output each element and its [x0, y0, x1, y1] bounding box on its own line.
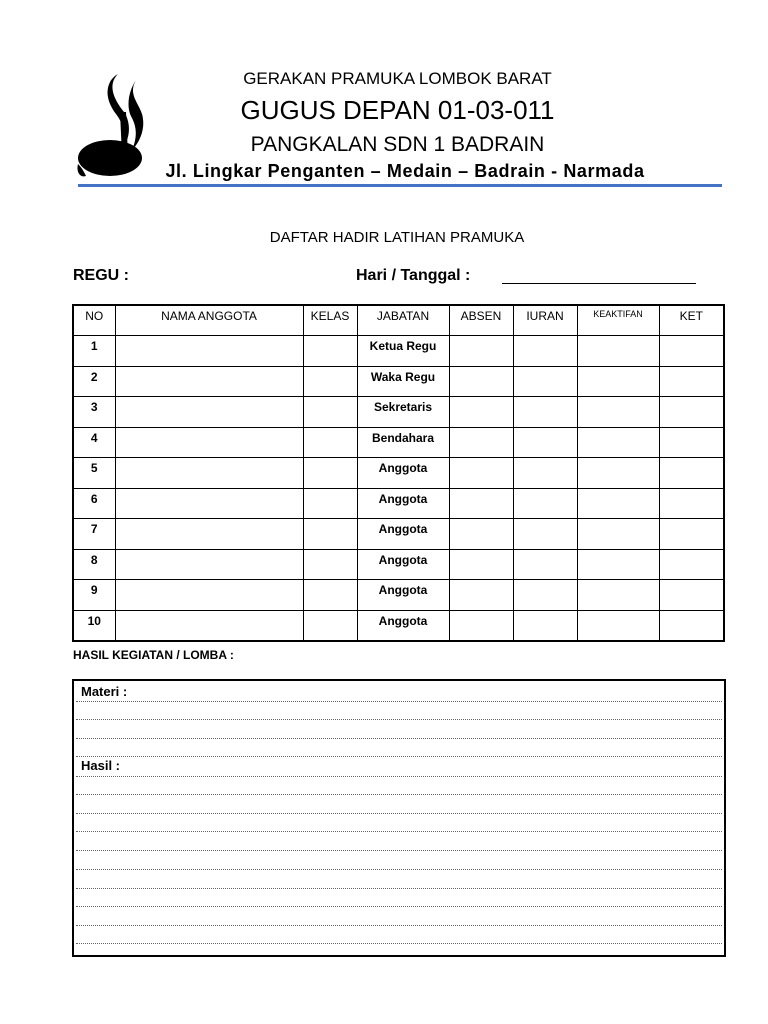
keaktifan-cell[interactable] — [577, 580, 659, 611]
table-row — [73, 519, 724, 550]
jabatan-cell: Anggota — [357, 549, 449, 580]
jabatan-cell: Anggota — [357, 458, 449, 489]
nama-cell[interactable] — [115, 580, 303, 611]
col-header-kelas: KELAS — [303, 305, 357, 336]
kelas-cell[interactable] — [303, 397, 357, 428]
col-header-keaktifan: KEAKTIFAN — [577, 305, 659, 336]
writing-line[interactable] — [76, 738, 722, 739]
row-number: 4 — [73, 427, 115, 458]
table-row — [73, 488, 724, 519]
jabatan-cell: Waka Regu — [357, 366, 449, 397]
kelas-cell[interactable] — [303, 580, 357, 611]
ket-cell[interactable] — [659, 519, 724, 550]
table-row — [73, 336, 724, 367]
ket-cell[interactable] — [659, 427, 724, 458]
nama-cell[interactable] — [115, 549, 303, 580]
col-header-nama: NAMA ANGGOTA — [115, 305, 303, 336]
jabatan-cell: Anggota — [357, 580, 449, 611]
keaktifan-cell[interactable] — [577, 610, 659, 641]
kelas-cell[interactable] — [303, 458, 357, 489]
keaktifan-cell[interactable] — [577, 488, 659, 519]
writing-line[interactable] — [76, 906, 722, 907]
date-blank-line[interactable] — [502, 283, 696, 284]
row-number: 3 — [73, 397, 115, 428]
jabatan-cell: Anggota — [357, 488, 449, 519]
nama-cell[interactable] — [115, 488, 303, 519]
form-title: DAFTAR HADIR LATIHAN PRAMUKA — [269, 229, 525, 246]
iuran-cell[interactable] — [513, 549, 577, 580]
jabatan-cell: Sekretaris — [357, 397, 449, 428]
keaktifan-cell[interactable] — [577, 519, 659, 550]
nama-cell[interactable] — [115, 519, 303, 550]
kelas-cell[interactable] — [303, 549, 357, 580]
keaktifan-cell[interactable] — [577, 549, 659, 580]
col-header-jabatan: JABATAN — [357, 305, 449, 336]
nama-cell[interactable] — [115, 366, 303, 397]
materi-label: Materi : — [81, 684, 128, 699]
row-number: 1 — [73, 336, 115, 367]
table-row — [73, 427, 724, 458]
absen-cell[interactable] — [449, 580, 513, 611]
absen-cell[interactable] — [449, 610, 513, 641]
date-label: Hari / Tanggal : — [356, 267, 471, 284]
absen-cell[interactable] — [449, 397, 513, 428]
regu-label: REGU : — [73, 267, 129, 284]
nama-cell[interactable] — [115, 427, 303, 458]
absen-cell[interactable] — [449, 336, 513, 367]
hasil-label: Hasil : — [81, 758, 121, 773]
writing-line[interactable] — [76, 794, 722, 795]
writing-line[interactable] — [76, 701, 722, 702]
absen-cell[interactable] — [449, 427, 513, 458]
kelas-cell[interactable] — [303, 610, 357, 641]
iuran-cell[interactable] — [513, 458, 577, 489]
table-row — [73, 610, 724, 641]
address-line: Jl. Lingkar Penganten – Medain – Badrain - Narmada — [165, 161, 645, 181]
col-header-absen: ABSEN — [449, 305, 513, 336]
writing-line[interactable] — [76, 869, 722, 870]
writing-line[interactable] — [76, 888, 722, 889]
nama-cell[interactable] — [115, 458, 303, 489]
writing-line[interactable] — [76, 943, 722, 944]
row-number: 10 — [73, 610, 115, 641]
table-row — [73, 580, 724, 611]
results-box — [72, 679, 726, 957]
results-section-label: HASIL KEGIATAN / LOMBA : — [73, 648, 234, 662]
row-number: 9 — [73, 580, 115, 611]
row-number: 2 — [73, 366, 115, 397]
row-number: 7 — [73, 519, 115, 550]
absen-cell[interactable] — [449, 366, 513, 397]
row-number: 8 — [73, 549, 115, 580]
table-row — [73, 366, 724, 397]
ket-cell[interactable] — [659, 610, 724, 641]
table-row — [73, 458, 724, 489]
kelas-cell[interactable] — [303, 519, 357, 550]
writing-line[interactable] — [76, 925, 722, 926]
absen-cell[interactable] — [449, 519, 513, 550]
writing-line[interactable] — [76, 776, 722, 777]
header-divider — [78, 184, 722, 187]
absen-cell[interactable] — [449, 458, 513, 489]
iuran-cell[interactable] — [513, 580, 577, 611]
jabatan-cell: Bendahara — [357, 427, 449, 458]
ket-cell[interactable] — [659, 366, 724, 397]
jabatan-cell: Ketua Regu — [357, 336, 449, 367]
writing-line[interactable] — [76, 813, 722, 814]
ket-cell[interactable] — [659, 397, 724, 428]
keaktifan-cell[interactable] — [577, 366, 659, 397]
col-header-no: NO — [73, 305, 115, 336]
keaktifan-cell[interactable] — [577, 397, 659, 428]
iuran-cell[interactable] — [513, 610, 577, 641]
table-row — [73, 397, 724, 428]
organization-name: GERAKAN PRAMUKA LOMBOK BARAT — [243, 69, 552, 88]
ket-cell[interactable] — [659, 580, 724, 611]
school-name: PANGKALAN SDN 1 BADRAIN — [250, 133, 545, 156]
absen-cell[interactable] — [449, 488, 513, 519]
iuran-cell[interactable] — [513, 488, 577, 519]
jabatan-cell: Anggota — [357, 610, 449, 641]
iuran-cell[interactable] — [513, 427, 577, 458]
iuran-cell[interactable] — [513, 336, 577, 367]
nama-cell[interactable] — [115, 397, 303, 428]
kelas-cell[interactable] — [303, 427, 357, 458]
ket-cell[interactable] — [659, 488, 724, 519]
writing-line[interactable] — [76, 756, 722, 757]
table-row — [73, 549, 724, 580]
kelas-cell[interactable] — [303, 366, 357, 397]
kelas-cell[interactable] — [303, 488, 357, 519]
ket-cell[interactable] — [659, 549, 724, 580]
iuran-cell[interactable] — [513, 519, 577, 550]
jabatan-cell: Anggota — [357, 519, 449, 550]
writing-line[interactable] — [76, 850, 722, 851]
table-header-row — [73, 305, 724, 336]
col-header-ket: KET — [659, 305, 724, 336]
iuran-cell[interactable] — [513, 397, 577, 428]
writing-line[interactable] — [76, 719, 722, 720]
ket-cell[interactable] — [659, 458, 724, 489]
col-header-iuran: IURAN — [513, 305, 577, 336]
row-number: 5 — [73, 458, 115, 489]
attendance-table — [72, 304, 725, 642]
nama-cell[interactable] — [115, 336, 303, 367]
kelas-cell[interactable] — [303, 336, 357, 367]
nama-cell[interactable] — [115, 610, 303, 641]
absen-cell[interactable] — [449, 549, 513, 580]
iuran-cell[interactable] — [513, 366, 577, 397]
unit-title: GUGUS DEPAN 01-03-011 — [240, 95, 555, 125]
row-number: 6 — [73, 488, 115, 519]
keaktifan-cell[interactable] — [577, 336, 659, 367]
keaktifan-cell[interactable] — [577, 458, 659, 489]
writing-line[interactable] — [76, 831, 722, 832]
ket-cell[interactable] — [659, 336, 724, 367]
keaktifan-cell[interactable] — [577, 427, 659, 458]
